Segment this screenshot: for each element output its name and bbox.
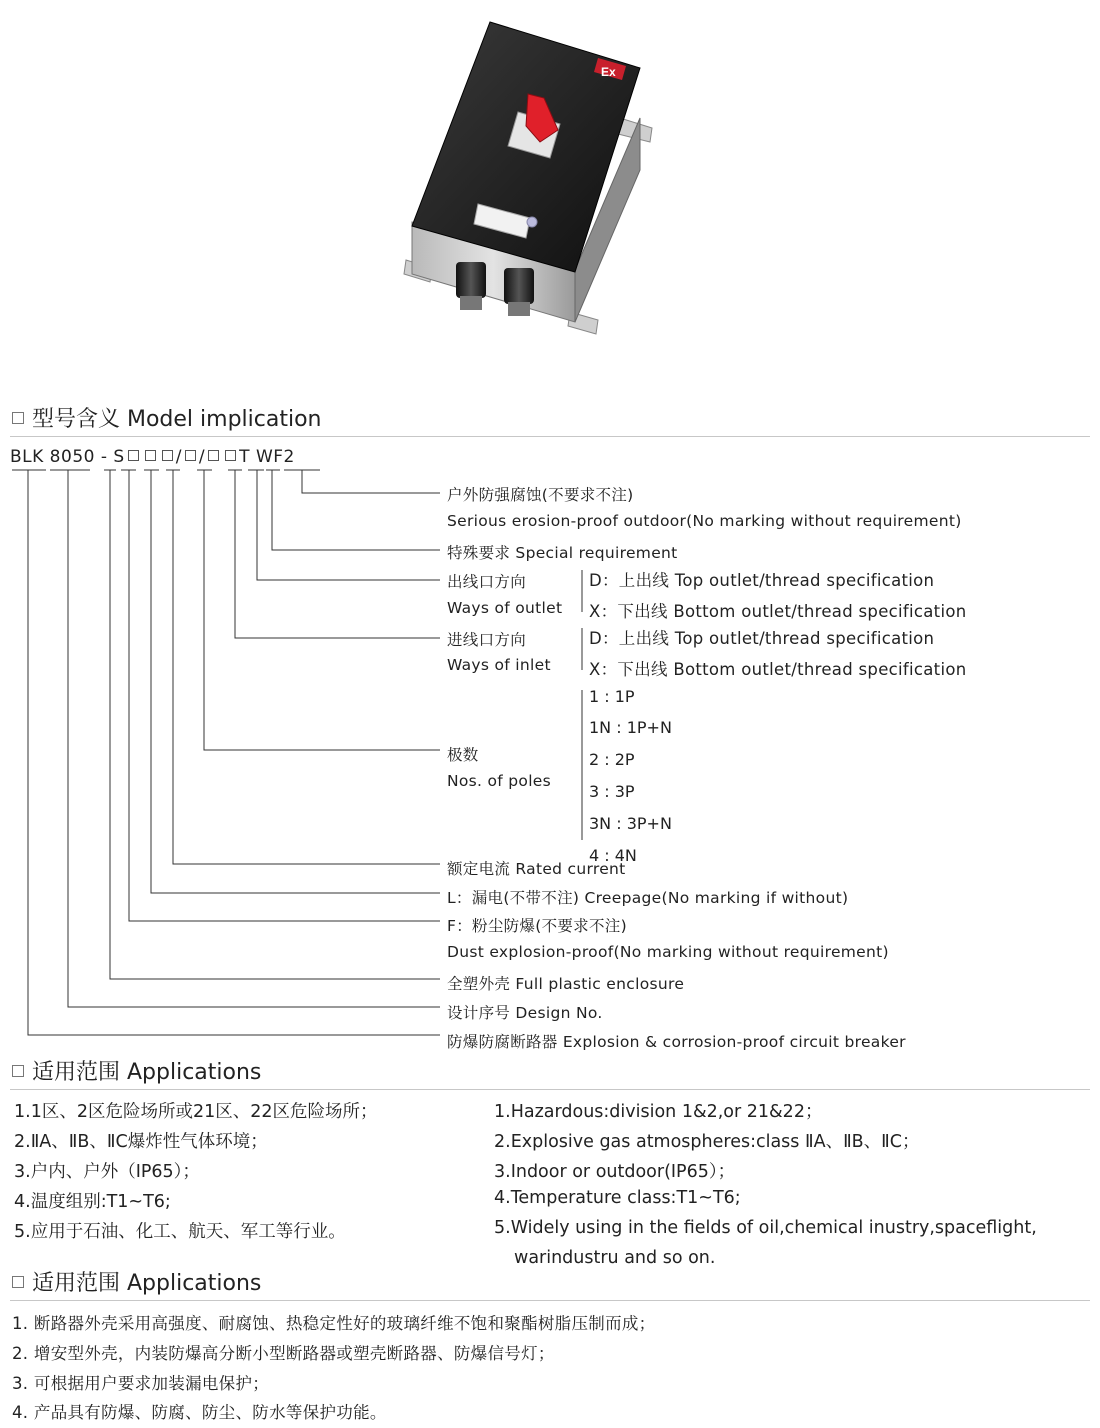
pole-option: 3N : 3P+N bbox=[589, 814, 672, 833]
label-poles-cn: 极数 bbox=[447, 746, 479, 764]
ex-badge: Ex bbox=[601, 65, 616, 79]
label-design: 设计序号 Design No. bbox=[447, 1004, 603, 1022]
pole-option: 1N : 1P+N bbox=[589, 718, 672, 737]
application-cn-item: 5.应用于石油、化工、航天、军工等行业。 bbox=[14, 1222, 346, 1242]
label-leakage: L：漏电(不带不注) Creepage(No marking if without) bbox=[447, 889, 849, 907]
label-plastic: 全塑外壳 Full plastic enclosure bbox=[447, 975, 685, 993]
label-outdoor-cn: 户外防强腐蚀(不要求不注) bbox=[447, 486, 634, 504]
label-special: 特殊要求 Special requirement bbox=[447, 544, 678, 562]
label-outlet-en: Ways of outlet bbox=[447, 599, 563, 617]
feature-item: 2. 增安型外壳，内装防爆高分断小型断路器或塑壳断路器、防爆信号灯； bbox=[12, 1344, 555, 1363]
pole-option: 2 : 2P bbox=[589, 750, 635, 769]
label-dust-en: Dust explosion-proof(No marking without requirement) bbox=[447, 943, 889, 961]
label-breaker: 防爆防腐断路器 Explosion & corrosion-proof circuit breaker bbox=[447, 1033, 906, 1051]
features-section-title: 适用范围 Applications bbox=[12, 1266, 261, 1297]
label-poles-en: Nos. of poles bbox=[447, 772, 552, 790]
label-inlet-d: D：上出线 Top outlet/thread specification bbox=[589, 629, 935, 648]
checkbox-square-icon bbox=[12, 1065, 24, 1077]
model-section-title: 型号含义 Model implication bbox=[12, 402, 322, 433]
label-inlet-cn: 进线口方向 bbox=[447, 631, 527, 649]
model-code: BLK 8050 - S / / T WF2 bbox=[10, 447, 295, 467]
application-cn-item: 3.户内、户外（IP65）； bbox=[14, 1162, 200, 1182]
application-cn-item: 2.ⅡA、ⅡB、ⅡC爆炸性气体环境； bbox=[14, 1132, 268, 1152]
section-divider bbox=[10, 1300, 1090, 1301]
pole-option: 1 : 1P bbox=[589, 687, 635, 706]
application-en-item: 1.Hazardous:division 1&2,or 21&22； bbox=[494, 1102, 823, 1122]
application-cn-item: 1.1区、2区危险场所或21区、22区危险场所； bbox=[14, 1102, 378, 1122]
pole-option: 4 : 4N bbox=[589, 846, 637, 865]
application-cn-item: 4.温度组别:T1~T6; bbox=[14, 1192, 171, 1212]
pole-option: 3 : 3P bbox=[589, 782, 635, 801]
checkbox-square-icon bbox=[12, 1276, 24, 1288]
application-en-item: 3.Indoor or outdoor(IP65）； bbox=[494, 1162, 736, 1182]
feature-item: 1. 断路器外壳采用高强度、耐腐蚀、热稳定性好的玻璃纤维不饱和聚酯树脂压制而成； bbox=[12, 1314, 656, 1333]
feature-item: 4. 产品具有防爆、防腐、防尘、防水等保护功能。 bbox=[12, 1403, 387, 1422]
feature-item: 3. 可根据用户要求加装漏电保护； bbox=[12, 1374, 270, 1393]
label-outlet-cn: 出线口方向 bbox=[447, 573, 527, 591]
application-en-item: 5.Widely using in the fields of oil,chemical inustry,spaceflight, bbox=[494, 1218, 1037, 1238]
label-outlet-d: D：上出线 Top outlet/thread specification bbox=[589, 571, 935, 590]
label-outdoor-en: Serious erosion-proof outdoor(No marking without requirement) bbox=[447, 512, 962, 530]
label-outlet-x: X：下出线 Bottom outlet/thread specification bbox=[589, 602, 967, 621]
application-en-item: 2.Explosive gas atmospheres:class ⅡA、ⅡB、ⅡC； bbox=[494, 1132, 920, 1152]
application-en-item: warindustru and so on. bbox=[514, 1248, 716, 1268]
application-en-item: 4.Temperature class:T1~T6; bbox=[494, 1188, 741, 1208]
label-inlet-x: X：下出线 Bottom outlet/thread specification bbox=[589, 660, 967, 679]
applications-section-title: 适用范围 Applications bbox=[12, 1055, 261, 1086]
section-divider bbox=[10, 1089, 1090, 1090]
label-inlet-en: Ways of inlet bbox=[447, 656, 551, 674]
label-rated: 额定电流 Rated current bbox=[447, 860, 626, 878]
label-dust-cn: F：粉尘防爆(不要求不注) bbox=[447, 917, 627, 935]
